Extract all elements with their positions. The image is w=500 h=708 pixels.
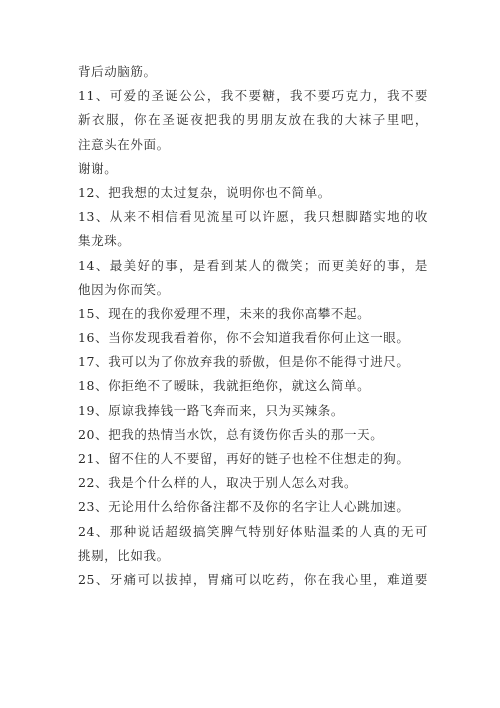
- text-line: 15、现在的我你爱理不理，未来的我你高攀不起。: [78, 305, 371, 321]
- text-line: 17、我可以为了你放弃我的骄傲，但是你不能得寸进尺。: [78, 354, 410, 370]
- text-line: 11、可爱的圣诞公公，我不要糖，我不要巧克力，我不要: [78, 88, 428, 104]
- text-line: 他因为你而笑。: [78, 281, 170, 297]
- text-line: 新衣服，你在圣诞夜把我的男朋友放在我的大袜子里吧，: [78, 112, 428, 128]
- text-line: 24、那种说话超级搞笑脾气特别好体贴温柔的人真的无可: [78, 523, 428, 539]
- text-line: 23、无论用什么给你备注都不及你的名字让人心跳加速。: [78, 499, 410, 515]
- text-line: 集龙珠。: [78, 233, 131, 249]
- text-line: 21、留不住的人不要留，再好的链子也栓不住想走的狗。: [78, 451, 410, 466]
- text-line: 背后动脑筋。: [78, 64, 157, 79]
- text-line: 16、当你发现我看着你，你不会知道我看你何止这一眼。: [78, 330, 410, 346]
- text-line: 20、把我的热情当水饮，总有烫伤你舌头的那一天。: [78, 426, 384, 442]
- document-body: [78, 60, 428, 592]
- text-line: 22、我是个什么样的人，取决于别人怎么对我。: [78, 475, 358, 491]
- text-line: 13、从来不相信看见流星可以许愿，我只想脚踏实地的收: [78, 209, 428, 225]
- text-line: 18、你拒绝不了暧昧，我就拒绝你，就这么简单。: [78, 378, 371, 394]
- text-line: 挑剔，比如我。: [78, 547, 170, 563]
- text-line: 25、牙痛可以拔掉，胃痛可以吃药，你在我心里，难道要: [78, 571, 428, 587]
- text-line: 14、最美好的事，是看到某人的微笑；而更美好的事，是: [78, 257, 428, 273]
- text-line: 注意头在外面。: [78, 136, 170, 152]
- text-line: 谢谢。: [78, 160, 118, 176]
- text-line: 12、把我想的太过复杂，说明你也不简单。: [78, 184, 331, 200]
- text-line: 19、原谅我捧钱一路飞奔而来，只为买辣条。: [78, 402, 345, 418]
